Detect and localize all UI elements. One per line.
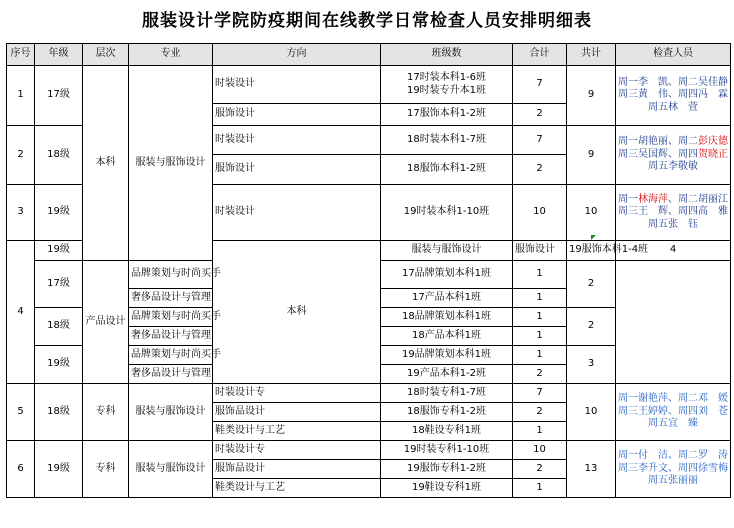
header-cell[interactable]: 序号 [7,44,35,66]
grade-cell[interactable]: 18级 [35,308,83,346]
inspector-line [618,149,728,162]
inspector-cell[interactable] [616,384,731,441]
direction-cell[interactable]: 鞋类设计与工艺 [213,479,381,498]
inspector-line: 周五李敬敏 [648,161,698,173]
inspector-cell[interactable] [616,441,731,498]
inspector-highlight: 贺晓正 [698,148,728,160]
inspector-text: 周三吴国辉、周四 [618,148,698,160]
header-cell[interactable]: 合计 [513,44,567,66]
class-cell[interactable]: 17品牌策划本科1班 [381,261,513,289]
sum-cell[interactable]: 2 [513,403,567,422]
grade-cell[interactable]: 19级 [35,441,83,498]
header-cell[interactable]: 方向 [213,44,381,66]
sum-cell[interactable]: 1 [513,422,567,441]
header-cell[interactable]: 检查人员 [616,44,731,66]
class-cell[interactable]: 19品牌策划本科1班 [381,346,513,365]
class-cell[interactable]: 18时装本科1-7班 [381,126,513,155]
sum-cell[interactable]: 1 [513,479,567,498]
sum-cell[interactable]: 1 [513,308,567,327]
total-cell[interactable]: 9 [567,126,616,185]
class-cell[interactable]: 19时装本科1-10班 [381,185,513,241]
class-cell[interactable]: 18产品本科1班 [381,327,513,346]
sum-cell[interactable]: 1 [513,261,567,289]
inspector-line: 周一李 凯、周二吴佳静 [618,76,728,88]
inspector-line: 周五林 萱 [648,101,698,113]
class-line: 17时装本科1-6班 [406,72,487,83]
level-cell[interactable]: 专科 [83,384,129,441]
seq-cell[interactable]: 1 [7,66,35,126]
grade-cell[interactable]: 18级 [35,126,83,185]
sum-cell[interactable]: 7 [513,126,567,155]
inspector-line: 周五宜 臻 [648,418,698,430]
grade-cell[interactable]: 17级 [35,66,83,126]
total-cell[interactable]: 10 [567,185,616,241]
table-row [7,384,731,403]
direction-cell[interactable]: 鞋类设计与工艺 [213,422,381,441]
major-cell[interactable]: 服装与服饰设计 [129,66,213,261]
sum-cell[interactable]: 7 [513,66,567,104]
inspector-line: 周一付 洁、周二罗 涛 [618,450,728,462]
table-row [7,441,731,460]
class-cell[interactable] [381,66,513,104]
sum-cell[interactable]: 2 [513,104,567,126]
total-cell[interactable]: 13 [567,441,616,498]
grade-cell[interactable]: 18级 [35,384,83,441]
class-line: 19时装专升本1班 [406,84,487,96]
sum-cell[interactable]: 4 [616,241,731,261]
inspector-cell[interactable] [616,66,731,126]
grade-cell[interactable]: 19级 [35,241,83,261]
sum-cell[interactable]: 10 [513,185,567,241]
header-cell[interactable]: 班级数 [381,44,513,66]
inspector-line: 周三黄 伟、周四冯 霖 [618,89,728,101]
level-cell[interactable]: 本科 [83,66,129,261]
seq-cell[interactable]: 6 [7,441,35,498]
class-cell[interactable]: 18服饰专科1-2班 [381,403,513,422]
direction-cell[interactable]: 服饰品设计 [213,460,381,479]
direction-cell[interactable]: 时装设计 [213,185,381,241]
class-cell[interactable]: 18鞋设专科1班 [381,422,513,441]
header-cell[interactable]: 专业 [129,44,213,66]
sum-cell[interactable]: 7 [513,384,567,403]
sum-cell[interactable]: 2 [513,155,567,185]
total-cell[interactable]: 10 [567,384,616,441]
seq-cell[interactable]: 2 [7,126,35,185]
direction-cell[interactable]: 品牌策划与时尚买手 [129,308,213,327]
grade-cell[interactable]: 19级 [35,346,83,384]
inspector-line [618,194,728,207]
inspector-cell[interactable] [616,126,731,185]
header-row [7,44,731,66]
sum-cell[interactable]: 1 [513,327,567,346]
total-cell[interactable]: 9 [567,66,616,126]
direction-cell[interactable]: 服饰设计 [213,155,381,185]
class-cell[interactable]: 17服饰本科1-2班 [381,104,513,126]
inspector-line: 周三李升文、周四徐雪梅 [618,462,728,474]
header-cell[interactable]: 层次 [83,44,129,66]
direction-cell[interactable]: 时装设计 [213,66,381,104]
major-cell[interactable]: 服装与服饰设计 [381,241,513,261]
direction-cell[interactable]: 服饰设计 [213,104,381,126]
class-cell[interactable]: 19时装专科1-10班 [381,441,513,460]
inspector-cell[interactable] [616,185,731,241]
page-title: 服装设计学院防疫期间在线教学日常检查人员安排明细表 [142,11,592,31]
total-cell[interactable]: 2 [567,261,616,308]
class-cell[interactable]: 18服饰本科1-2班 [381,155,513,185]
seq-cell[interactable]: 4 [7,241,35,384]
level-cell[interactable]: 本科 [213,241,381,384]
sum-cell[interactable]: 2 [513,460,567,479]
class-cell[interactable]: 19服饰本科1-4班 [567,241,616,261]
sum-cell[interactable]: 1 [513,289,567,308]
inspector-line: 周三王 辉、周四高 雅 [618,206,728,218]
total-cell[interactable]: 3 [567,346,616,384]
direction-cell[interactable]: 服饰设计 [513,241,567,261]
class-cell[interactable]: 19产品本科1-2班 [381,365,513,384]
class-cell[interactable]: 18品牌策划本科1班 [381,308,513,327]
inspector-line [618,136,728,149]
inspector-highlight: 林海萍 [638,193,668,205]
total-cell[interactable]: 2 [567,308,616,346]
inspector-highlight: 彭庆德 [698,136,728,148]
schedule-table [6,43,731,498]
direction-cell[interactable]: 奢侈品设计与管理 [129,289,213,308]
grade-cell[interactable]: 19级 [35,185,83,241]
table-row [7,66,731,104]
direction-cell[interactable]: 时装设计专 [213,441,381,460]
header-cell[interactable]: 年级 [35,44,83,66]
class-cell[interactable]: 19鞋设专科1班 [381,479,513,498]
direction-cell[interactable]: 奢侈品设计与管理 [129,365,213,384]
class-cell[interactable]: 18时装专科1-7班 [381,384,513,403]
direction-cell[interactable]: 时装设计专 [213,384,381,403]
direction-cell[interactable]: 品牌策划与时尚买手 [129,261,213,289]
direction-cell[interactable]: 奢侈品设计与管理 [129,327,213,346]
level-cell[interactable]: 专科 [83,441,129,498]
direction-cell[interactable]: 品牌策划与时尚买手 [129,346,213,365]
class-cell[interactable]: 19服饰专科1-2班 [381,460,513,479]
sum-cell[interactable]: 2 [513,365,567,384]
grade-cell[interactable]: 17级 [35,261,83,308]
inspector-text: 周一胡艳丽、周二 [618,136,698,148]
inspector-text: 、周二胡丽江 [668,193,728,205]
major-cell[interactable]: 服装与服饰设计 [129,441,213,498]
class-cell[interactable]: 17产品本科1班 [381,289,513,308]
inspector-line: 周五张丽丽 [648,475,698,487]
inspector-line: 周一谢艳萍、周二邓 媛 [618,393,728,405]
seq-cell[interactable]: 3 [7,185,35,241]
seq-cell[interactable]: 5 [7,384,35,441]
header-cell[interactable]: 共计 [567,44,616,66]
direction-cell[interactable]: 服饰品设计 [213,403,381,422]
inspector-line: 周五张 钰 [648,218,698,230]
inspector-text: 周一 [618,193,638,205]
inspector-line: 周三王婷婷、周四刘 苍 [618,405,728,417]
direction-cell[interactable]: 时装设计 [213,126,381,155]
major-cell[interactable]: 产品设计 [83,261,129,384]
cell-comment-marker [591,235,596,240]
sum-cell[interactable]: 10 [513,441,567,460]
major-cell[interactable]: 服装与服饰设计 [129,384,213,441]
sum-cell[interactable]: 1 [513,346,567,365]
